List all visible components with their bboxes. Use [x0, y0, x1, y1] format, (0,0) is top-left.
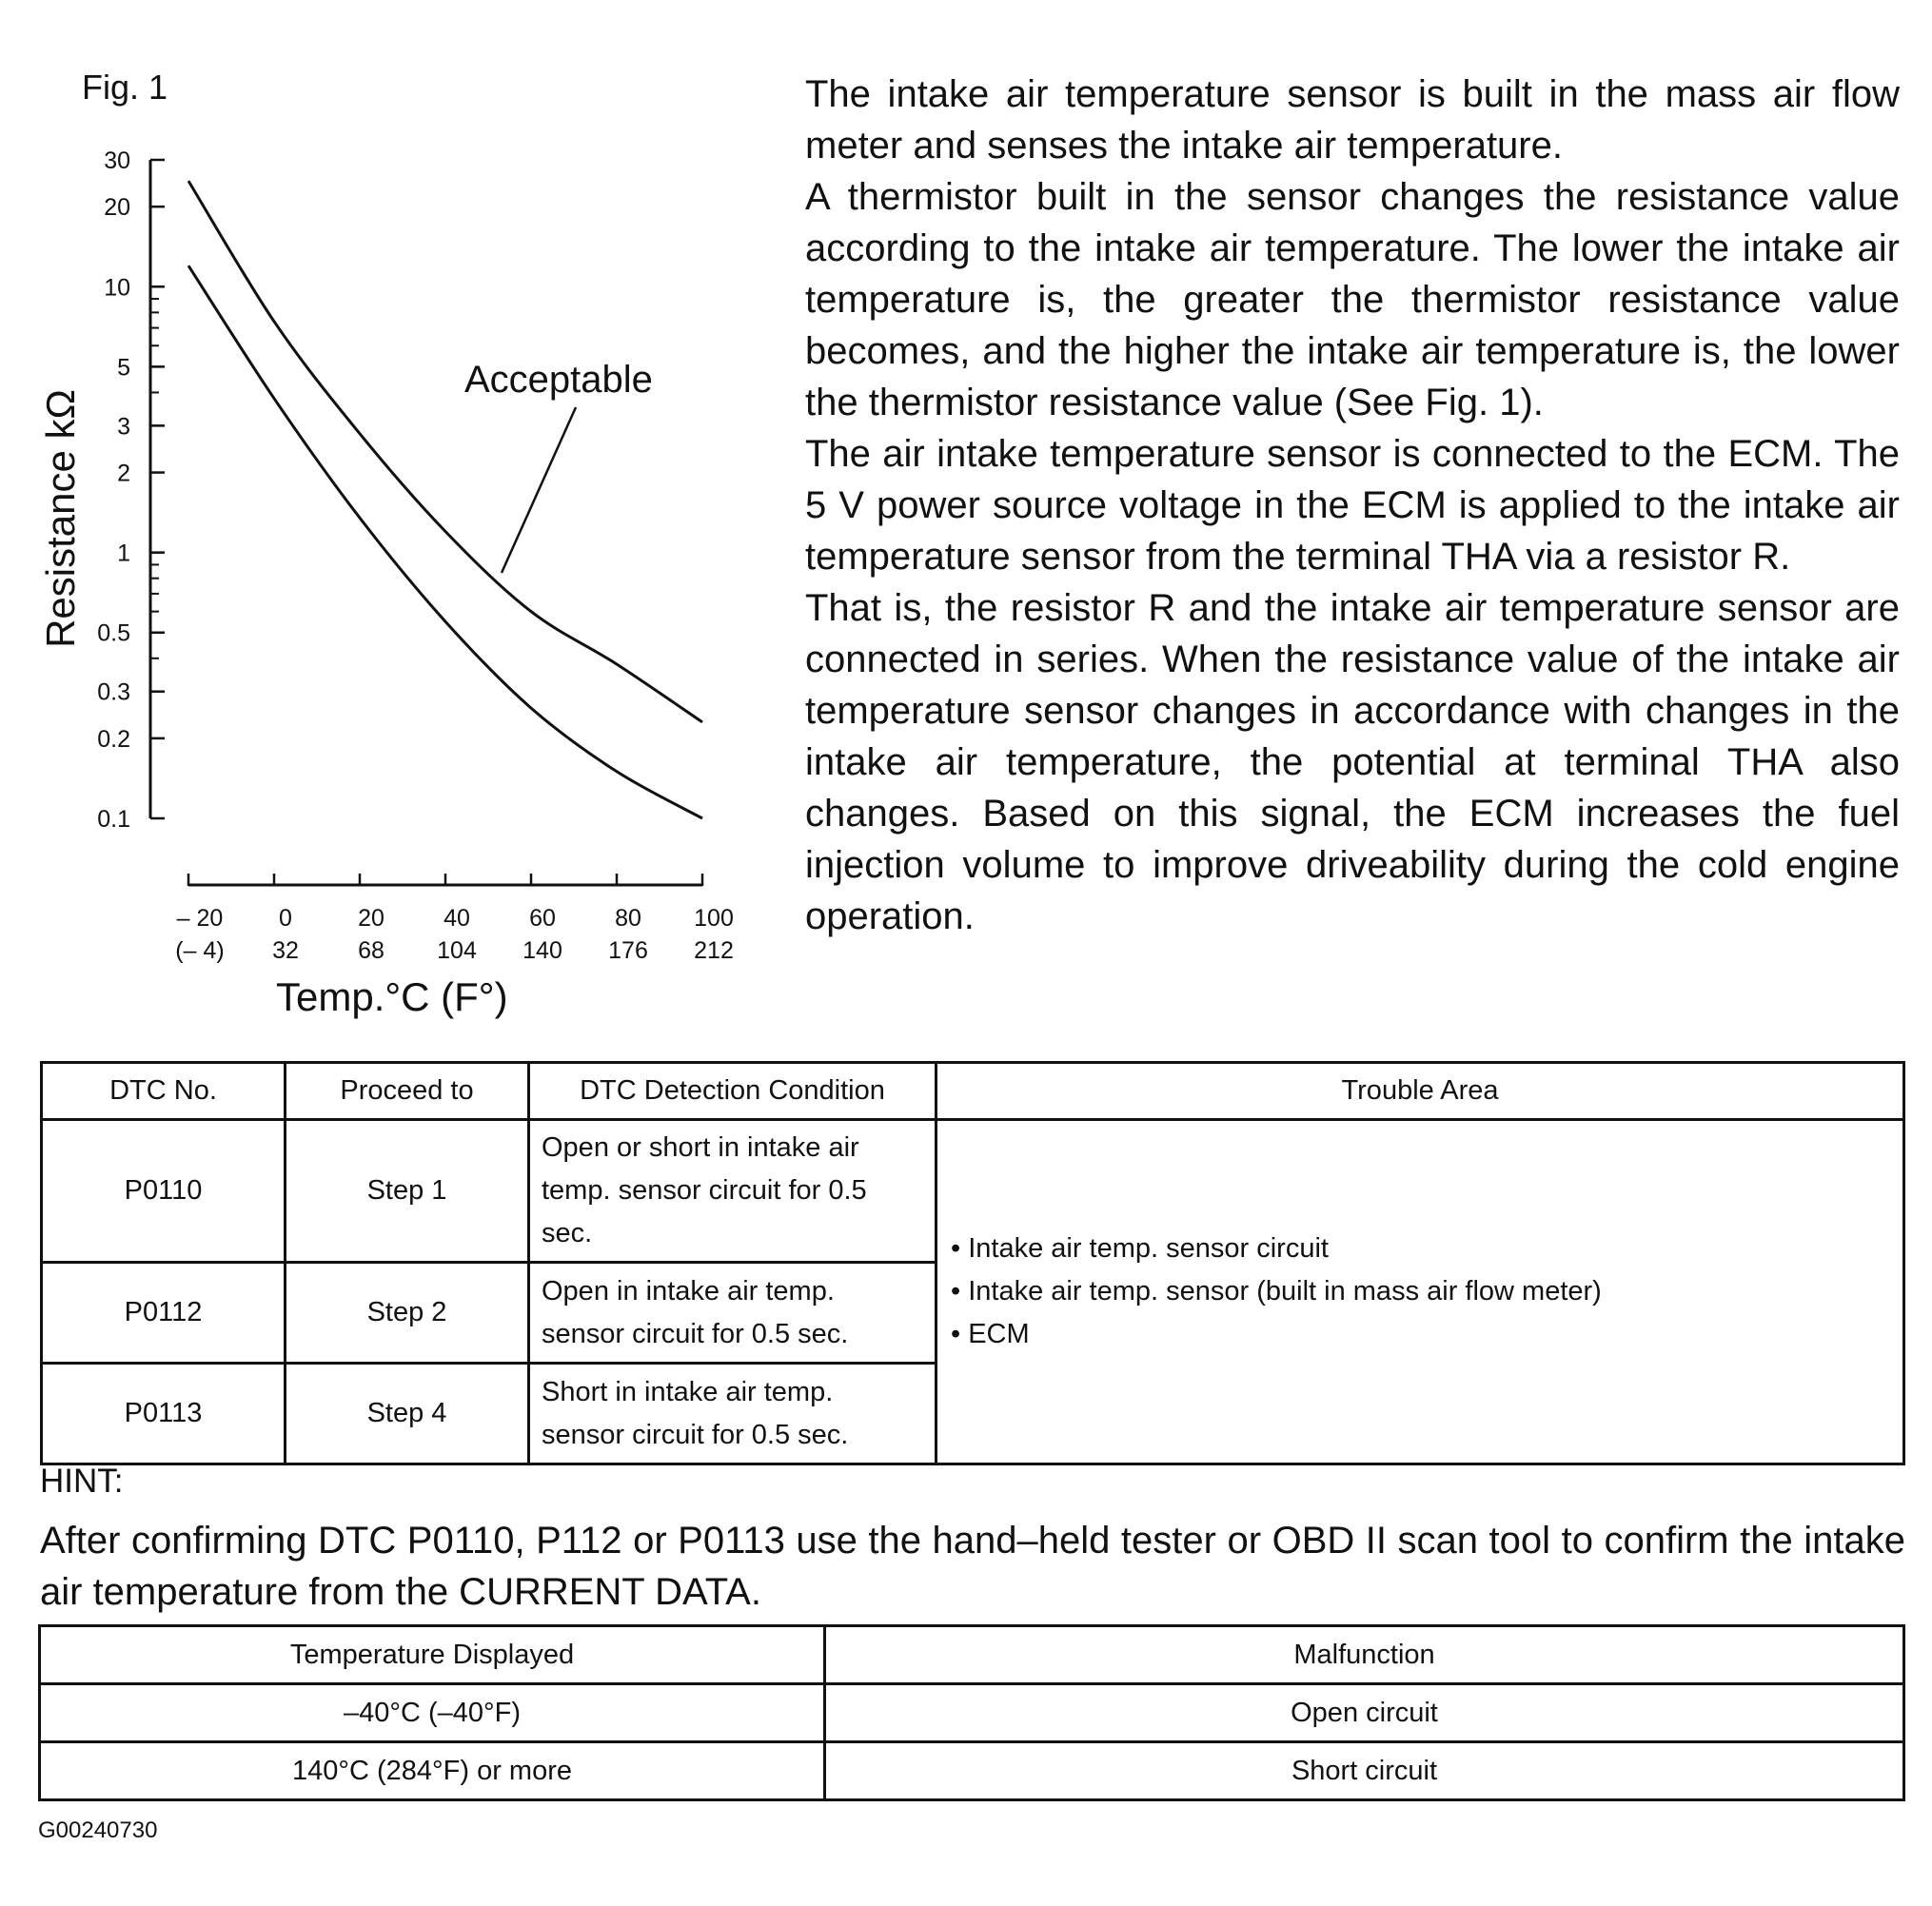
x-tick-label-fahrenheit: 104	[437, 937, 477, 964]
dtc-step: Step 4	[286, 1364, 529, 1464]
lower-limit-curve	[188, 265, 702, 818]
dtc-code: P0113	[42, 1364, 286, 1464]
document-code: G00240730	[38, 1818, 158, 1843]
x-ticks	[175, 874, 734, 964]
x-tick-label-fahrenheit: 32	[272, 937, 299, 964]
x-tick-label-celsius: 40	[444, 905, 470, 932]
x-tick-label-celsius: 100	[694, 905, 734, 932]
x-tick-label-fahrenheit: 212	[694, 937, 734, 964]
description-line-1: The intake air temperature sensor is built in the mass air flow meter and senses the intake air temperature.	[805, 73, 1900, 167]
x-axis-label: Temp.°C (F°)	[276, 974, 508, 1019]
y-major-ticks	[97, 147, 165, 833]
dtc-condition: Open or short in intake air temp. sensor circuit for 0.5 sec.	[529, 1120, 936, 1263]
x-tick-label-celsius: 0	[279, 905, 292, 932]
description-line-3: The air intake temperature sensor is connected to the ECM. The 5 V power source voltage in the ECM is applied to the intake air temperature sensor from the terminal THA via a resistor R.	[805, 433, 1900, 578]
hint-text: After confirming DTC P0110, P112 or P0113 use the hand–held tester or OBD II scan tool to confirm the intake air temperature from the CURRENT DATA.	[40, 1520, 1905, 1613]
y-tick-label: 20	[104, 194, 130, 222]
dtc-condition: Short in intake air temp. sensor circuit for 0.5 sec.	[529, 1364, 936, 1464]
header-detection-condition: DTC Detection Condition	[529, 1063, 936, 1120]
table-row	[40, 1742, 1904, 1800]
y-tick-label: 2	[117, 460, 130, 487]
y-tick-label: 1	[117, 540, 130, 567]
header-trouble-area: Trouble Area	[936, 1063, 1904, 1120]
y-tick-label: 0.1	[97, 806, 130, 833]
x-tick-label-fahrenheit: 68	[358, 937, 384, 964]
annotation-leader-line	[502, 407, 576, 573]
x-tick-label-fahrenheit: 140	[522, 937, 562, 964]
dtc-code: P0112	[42, 1263, 286, 1364]
table-row	[40, 1684, 1904, 1742]
header-proceed-to: Proceed to	[286, 1063, 529, 1120]
description-line-4: That is, the resistor R and the intake air temperature sensor are connected in series. When the resistance value of the intake air temperature sensor changes in accordance with changes in the intake air temperature, the potential at terminal THA also changes. Based on this signal, the ECM increases the fuel injection volume to improve driveability during the cold engine operation.	[805, 587, 1900, 937]
temperature-value: –40°C (–40°F)	[40, 1684, 825, 1742]
x-tick-label-fahrenheit: 176	[608, 937, 648, 964]
malfunction-value: Open circuit	[825, 1684, 1904, 1742]
y-tick-label: 30	[104, 147, 130, 174]
temperature-table	[38, 1624, 1905, 1801]
temperature-table-header	[40, 1626, 1904, 1684]
x-tick-label-celsius: – 20	[176, 905, 224, 932]
y-axis-label: Resistance kΩ	[38, 389, 83, 648]
x-tick-label-celsius: 80	[615, 905, 641, 932]
dtc-table	[40, 1061, 1905, 1465]
header-dtc-no: DTC No.	[42, 1063, 286, 1120]
y-tick-label: 10	[104, 274, 130, 302]
header-malfunction: Malfunction	[825, 1626, 1904, 1684]
malfunction-value: Short circuit	[825, 1742, 1904, 1800]
dtc-condition: Open in intake air temp. sensor circuit for 0.5 sec.	[529, 1263, 936, 1364]
y-tick-label: 0.2	[97, 725, 130, 753]
header-temperature-displayed: Temperature Displayed	[40, 1626, 825, 1684]
trouble-area-cell	[936, 1120, 1904, 1464]
dtc-step: Step 2	[286, 1263, 529, 1364]
dtc-table-header	[42, 1063, 1904, 1120]
description-line-2: A thermistor built in the sensor changes the resistance value according to the intake air temperature. The lower the intake air temperature is, the greater the thermistor resistance value becomes, and the higher the intake air temperature is, the lower the thermistor resistance value (See Fig. 1).	[805, 176, 1900, 423]
y-axis	[97, 147, 165, 833]
dtc-code: P0110	[42, 1120, 286, 1263]
hint-label: HINT:	[40, 1463, 124, 1500]
resistance-temperature-chart	[0, 0, 761, 1037]
description-paragraph	[805, 69, 1900, 942]
table-row	[42, 1120, 1904, 1263]
upper-limit-curve	[188, 181, 702, 722]
annotation-label: Acceptable	[464, 359, 653, 401]
y-tick-label: 5	[117, 354, 130, 382]
dtc-step: Step 1	[286, 1120, 529, 1263]
x-tick-label-celsius: 20	[358, 905, 384, 932]
y-tick-label: 0.3	[97, 678, 130, 706]
y-tick-label: 3	[117, 413, 130, 441]
x-tick-label-fahrenheit: (– 4)	[175, 937, 225, 964]
trouble-area-item: • ECM	[951, 1319, 1030, 1349]
x-axis	[175, 874, 734, 964]
trouble-area-item: • Intake air temp. sensor (built in mass air flow meter)	[951, 1276, 1602, 1307]
trouble-area-item: • Intake air temp. sensor circuit	[951, 1233, 1329, 1264]
figure-title: Fig. 1	[82, 68, 168, 107]
y-tick-label: 0.5	[97, 619, 130, 647]
temperature-value: 140°C (284°F) or more	[40, 1742, 825, 1800]
series-group	[188, 181, 702, 818]
x-tick-label-celsius: 60	[529, 905, 556, 932]
